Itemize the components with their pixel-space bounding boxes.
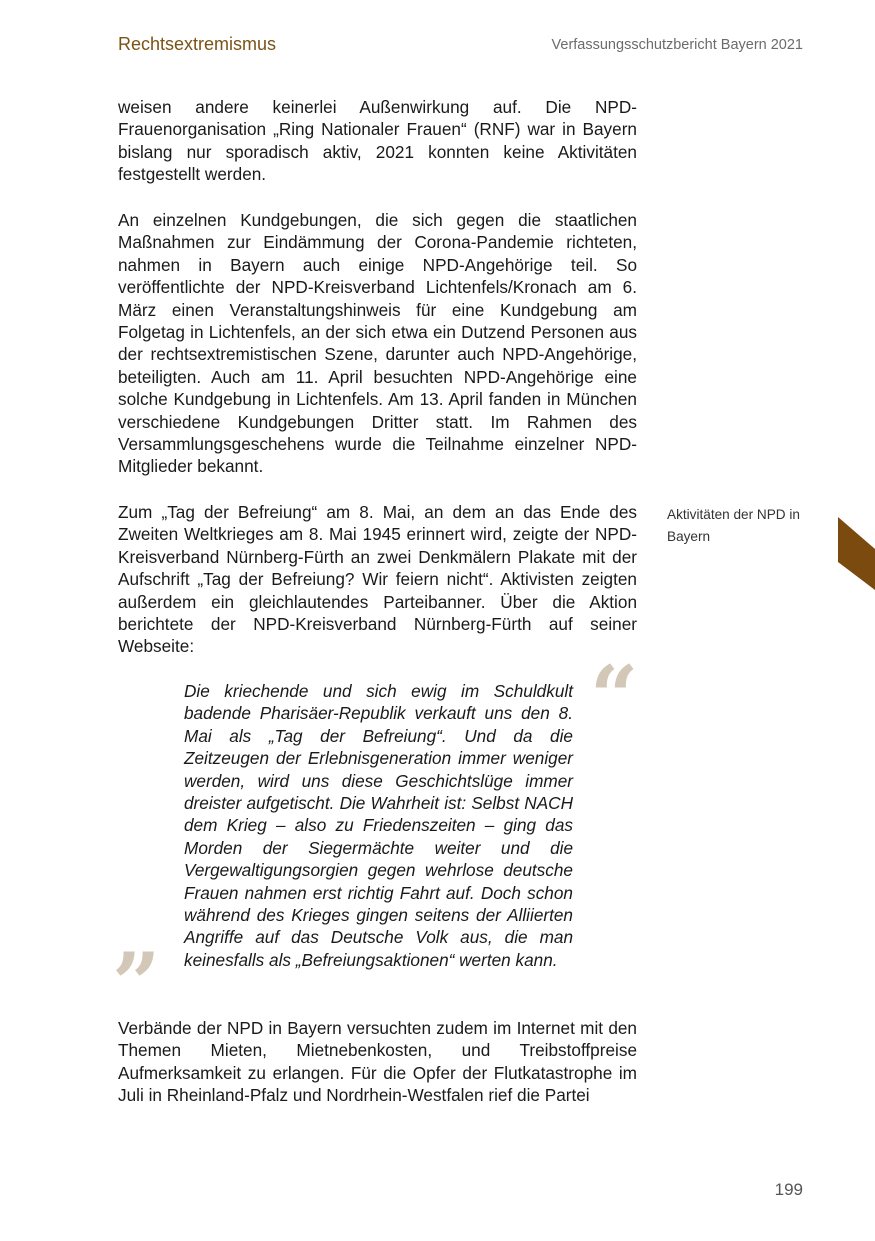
opening-quote-icon: “ [590,647,639,746]
body-paragraph-4: Verbände der NPD in Bayern versuchten zudem im Internet mit den Themen Mieten, Mietnebenkosten, und Treibstoffpreise Aufmerksamkeit zu erlangen. Für die Opfer der Flutkatastrophe im Juli in Rheinland-Pfalz und Nordrhein-Westfalen rief die Partei [118,1018,637,1106]
chapter-tab-marker [838,517,875,590]
running-header-publication: Verfassungsschutzbericht Bayern 2021 [551,37,803,53]
body-paragraph-2: An einzelnen Kundgebungen, die sich gegen die staatlichen Maßnahmen zur Eindämmung der Corona-Pandemie richteten, nahmen in Bayern auch einige NPD-Angehörige teil. So veröffentlichte der NPD-Kreisverband Lichtenfels/Kronach am 6. März einen Veranstaltungshinweis für eine Kundgebung am Folgetag in Lichtenfels, an der sich etwa ein Dutzend Personen aus der rechtsextremistischen Szene, darunter auch NPD-Angehörige, beteiligten. Auch am 11. April besuchten NPD-Angehörige eine solche Kundgebung in Lichtenfels. Am 13. April fanden in München verschiedene Kundgebungen Dritter statt. Im Rahmen des Versammlungsgeschehens wurde die Teilnahme einzelner NPD-Mitglieder bekannt. [118,210,637,477]
body-paragraph-3: Zum „Tag der Befreiung“ am 8. Mai, an dem an das Ende des Zweiten Weltkrieges am 8. Mai 1945 erinnert wird, zeigte der NPD-Kreisverband Nürnberg-Fürth an zwei Denkmälern Plakate mit der Aufschrift „Tag der Befreiung? Wir feiern nicht“. Aktivisten zeigten außerdem ein gleichlautendes Parteibanner. Über die Aktion berichtete der NPD-Kreisverband Nürnberg-Fürth auf seiner Webseite: [118,502,637,657]
running-header-section: Rechtsextremismus [118,34,277,54]
closing-quote-icon: ” [112,934,161,1033]
margin-note: Aktivitäten der NPD in Bayern [667,507,800,544]
chapter-tab-shape [838,517,875,590]
page-number: 199 [774,1180,803,1199]
body-paragraph-1: weisen andere keinerlei Außenwirkung auf. Die NPD-Frauenorganisation „Ring Nationaler Frauen“ (RNF) war in Bayern bislang nur sporadisch aktiv, 2021 konnten keine Aktivitäten festgestellt werden. [118,97,637,185]
block-quote: Die kriechende und sich ewig im Schuldkult badende Pharisäer-Republik verkauft uns den 8. Mai als „Tag der Befreiung“. Und da die Zeitzeugen der Erlebnisgeneration immer weniger werden, wird uns diese Geschichtslüge immer dreister aufgetischt. Die Wahrheit ist: Selbst NACH dem Krieg – also zu Friedenszeiten – ging das Morden der Siegermächte weiter und die Vergewaltigungsorgien gegen wehrlose deutsche Frauen nahmen erst richtig Fahrt auf. Doch schon während des Krieges gingen seitens der Alliierten Angriffe auf das Deutsche Volk aus, die man keinesfalls als „Befreiungsaktionen“ werten kann. [184,681,573,970]
